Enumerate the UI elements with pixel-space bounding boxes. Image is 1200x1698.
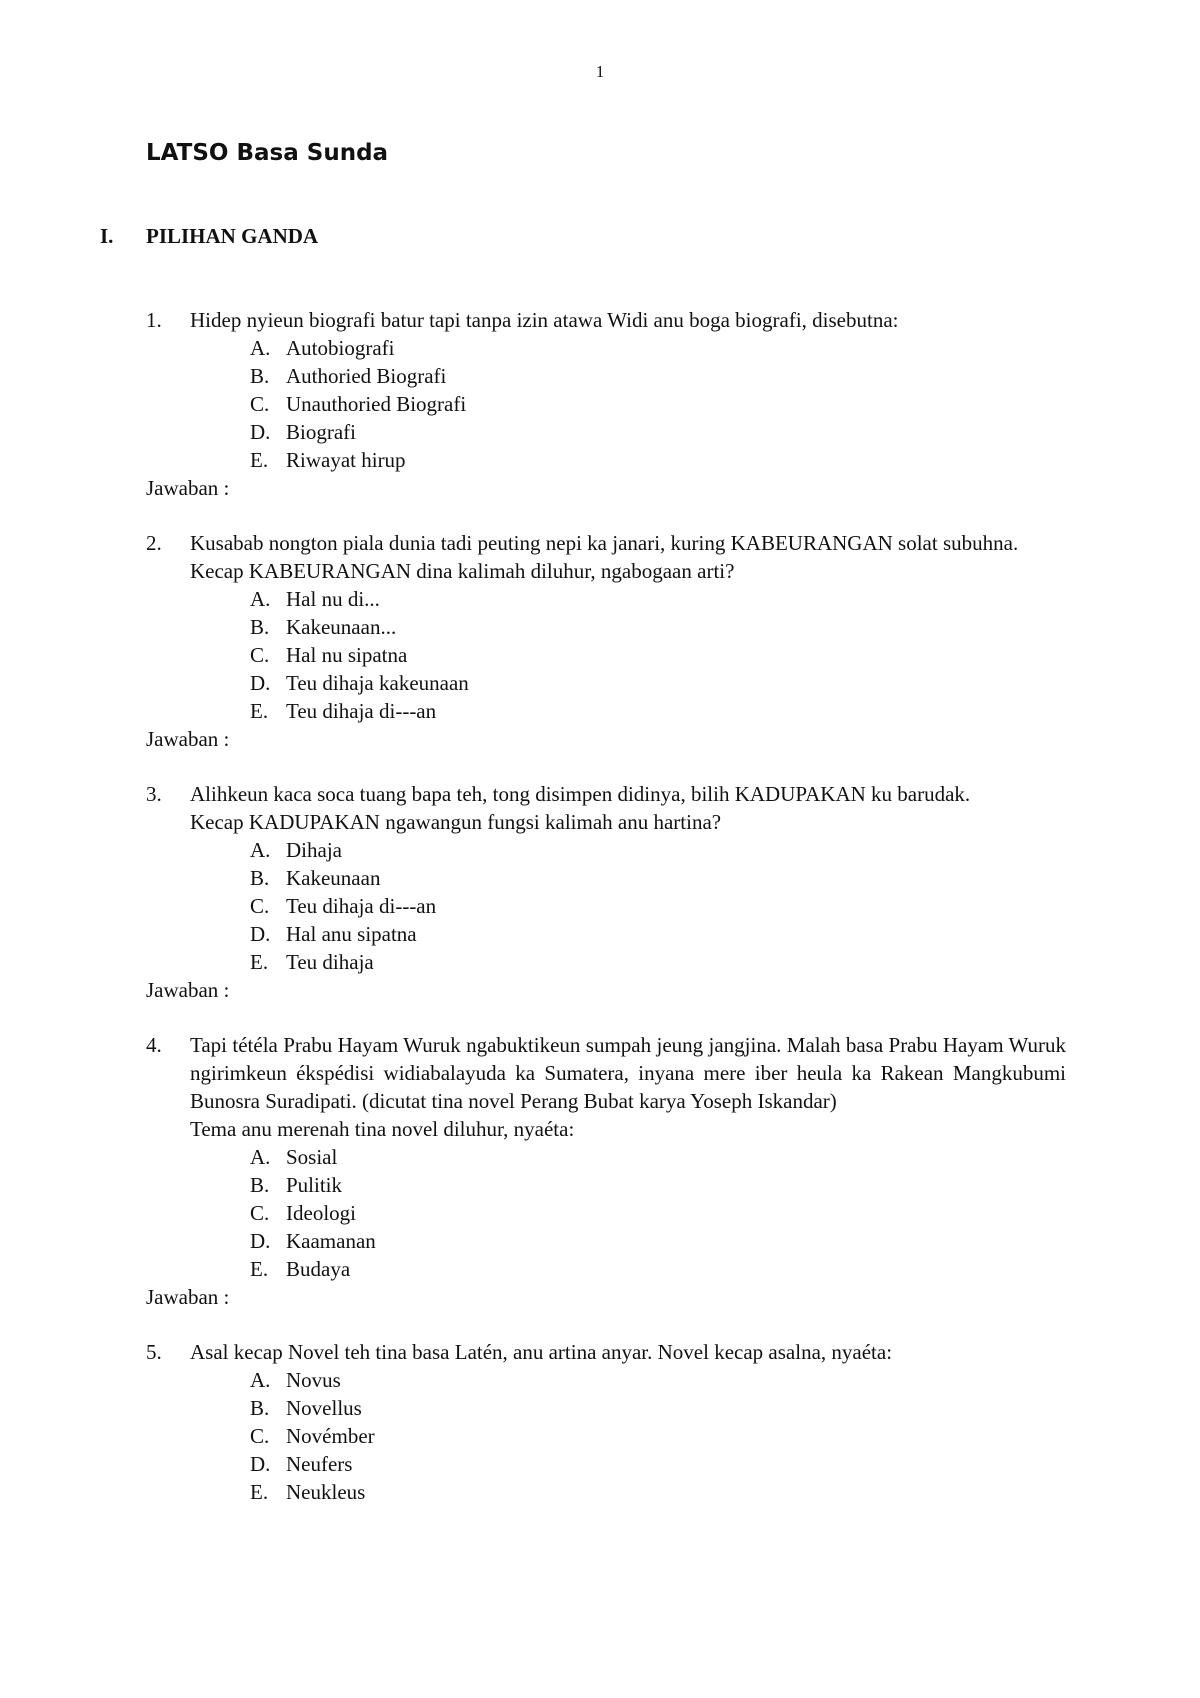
option-text: Neukleus xyxy=(286,1480,366,1504)
answer-option xyxy=(250,1422,1066,1450)
question-number: 4. xyxy=(146,1033,162,1057)
option-text: Unauthoried Biografi xyxy=(286,392,467,416)
answer-option xyxy=(250,1199,1066,1227)
question-row xyxy=(146,306,1066,474)
option-letter: E. xyxy=(250,699,269,723)
answer-option xyxy=(250,390,1066,418)
question-prompt: Kecap KABEURANGAN dina kalimah diluhur, ngabogaan arti? xyxy=(190,559,735,583)
answer-label: Jawaban : xyxy=(146,1285,230,1309)
question-item xyxy=(146,1338,1066,1506)
answer-option xyxy=(250,836,1066,864)
option-letter: A. xyxy=(250,336,271,360)
answer-option xyxy=(250,585,1066,613)
option-letter: C. xyxy=(250,1201,270,1225)
answer-option xyxy=(250,446,1066,474)
option-list xyxy=(190,1366,1066,1506)
option-text: Pulitik xyxy=(286,1173,343,1197)
question-item xyxy=(146,306,1066,502)
option-letter: E. xyxy=(250,950,269,974)
question-body xyxy=(190,1338,1066,1506)
option-letter: D. xyxy=(250,420,271,444)
option-text: Teu dihaja xyxy=(286,950,374,974)
option-letter: B. xyxy=(250,364,270,388)
option-letter: B. xyxy=(250,1173,270,1197)
question-item xyxy=(146,1031,1066,1311)
page-number: 1 xyxy=(595,62,605,81)
option-text: Hal nu di... xyxy=(286,587,380,611)
option-letter: E. xyxy=(250,448,269,472)
question-number: 1. xyxy=(146,308,162,332)
question-number: 2. xyxy=(146,531,162,555)
answer-option xyxy=(250,697,1066,725)
question-number: 3. xyxy=(146,782,162,806)
option-text: Ideologi xyxy=(286,1201,356,1225)
option-letter: B. xyxy=(250,1396,270,1420)
option-text: Biografi xyxy=(286,420,356,444)
answer-option xyxy=(250,1227,1066,1255)
section-number: I. xyxy=(100,224,114,248)
option-text: Teu dihaja kakeunaan xyxy=(286,671,469,695)
section-heading xyxy=(100,224,318,249)
option-text: Dihaja xyxy=(286,838,342,862)
document-title: LATSO Basa Sunda xyxy=(146,140,389,166)
option-letter: A. xyxy=(250,587,271,611)
question-item xyxy=(146,780,1066,1004)
option-letter: E. xyxy=(250,1257,269,1281)
option-list xyxy=(190,585,1066,725)
option-text: Teu dihaja di---an xyxy=(286,894,437,918)
answer-option xyxy=(250,669,1066,697)
option-letter: C. xyxy=(250,643,270,667)
option-letter: D. xyxy=(250,1452,271,1476)
question-prompt: Kecap KADUPAKAN ngawangun fungsi kalimah anu hartina? xyxy=(190,810,722,834)
option-text: Budaya xyxy=(286,1257,351,1281)
option-letter: C. xyxy=(250,894,270,918)
option-letter: A. xyxy=(250,1145,271,1169)
question-list xyxy=(146,306,1066,1533)
answer-option xyxy=(250,418,1066,446)
question-row xyxy=(146,529,1066,725)
question-body xyxy=(190,529,1066,725)
option-letter: B. xyxy=(250,866,270,890)
option-letter: D. xyxy=(250,922,271,946)
answer-option xyxy=(250,362,1066,390)
question-row xyxy=(146,1031,1066,1283)
answer-option xyxy=(250,864,1066,892)
question-body xyxy=(190,1031,1066,1283)
question-row xyxy=(146,1338,1066,1506)
answer-option xyxy=(250,1478,1066,1506)
question-body xyxy=(190,306,1066,474)
answer-option xyxy=(250,1255,1066,1283)
answer-option xyxy=(250,1143,1066,1171)
option-text: Kaamanan xyxy=(286,1229,376,1253)
option-letter: C. xyxy=(250,392,270,416)
option-text: Riwayat hirup xyxy=(286,448,406,472)
option-list xyxy=(190,836,1066,976)
option-text: Sosial xyxy=(286,1145,338,1169)
answer-option xyxy=(250,892,1066,920)
question-text: Asal kecap Novel teh tina basa Latén, anu artina anyar. Novel kecap asalna, nyaéta: xyxy=(190,1340,893,1364)
answer-option xyxy=(250,920,1066,948)
question-body xyxy=(190,780,1066,976)
option-letter: C. xyxy=(250,1424,270,1448)
option-text: Novellus xyxy=(286,1396,362,1420)
question-prompt: Tema anu merenah tina novel diluhur, nyaéta: xyxy=(190,1117,575,1141)
question-item xyxy=(146,529,1066,753)
option-letter: B. xyxy=(250,615,270,639)
option-letter: D. xyxy=(250,671,271,695)
option-letter: A. xyxy=(250,838,271,862)
question-number: 5. xyxy=(146,1340,162,1364)
option-list xyxy=(190,334,1066,474)
option-text: Hal anu sipatna xyxy=(286,922,417,946)
question-text: Alihkeun kaca soca tuang bapa teh, tong disimpen didinya, bilih KADUPAKAN ku barudak. xyxy=(190,782,971,806)
option-text: Authoried Biografi xyxy=(286,364,447,388)
section-title: PILIHAN GANDA xyxy=(146,224,319,248)
option-text: Autobiografi xyxy=(286,336,395,360)
option-list xyxy=(190,1143,1066,1283)
answer-option xyxy=(250,334,1066,362)
answer-option xyxy=(250,641,1066,669)
option-text: Novus xyxy=(286,1368,341,1392)
option-text: Novémber xyxy=(286,1424,375,1448)
answer-option xyxy=(250,1450,1066,1478)
option-text: Kakeunaan... xyxy=(286,615,397,639)
option-letter: D. xyxy=(250,1229,271,1253)
answer-option xyxy=(250,1394,1066,1422)
question-text: Kusabab nongton piala dunia tadi peuting nepi ka janari, kuring KABEURANGAN solat subuhna. xyxy=(190,531,1019,555)
option-text: Teu dihaja di---an xyxy=(286,699,437,723)
question-text: Tapi tétéla Prabu Hayam Wuruk ngabuktikeun sumpah jeung jangjina. Malah basa Prabu Hayam Wuruk ngirimkeun ékspédisi widiabalayuda ka Sumatera, inyana mere iber heula ka Rakean Mangkubumi Bunosra Suradipati. (dicutat tina novel Perang Bubat karya Yoseph Iskandar) xyxy=(190,1033,1066,1113)
answer-label: Jawaban : xyxy=(146,476,230,500)
question-text: Hidep nyieun biografi batur tapi tanpa izin atawa Widi anu boga biografi, disebutna: xyxy=(190,308,899,332)
option-text: Kakeunaan xyxy=(286,866,381,890)
answer-option xyxy=(250,613,1066,641)
option-letter: A. xyxy=(250,1368,271,1392)
option-text: Neufers xyxy=(286,1452,353,1476)
question-row xyxy=(146,780,1066,976)
answer-label: Jawaban : xyxy=(146,727,230,751)
option-text: Hal nu sipatna xyxy=(286,643,408,667)
option-letter: E. xyxy=(250,1480,269,1504)
answer-option xyxy=(250,1171,1066,1199)
answer-option xyxy=(250,948,1066,976)
answer-label: Jawaban : xyxy=(146,978,230,1002)
answer-option xyxy=(250,1366,1066,1394)
